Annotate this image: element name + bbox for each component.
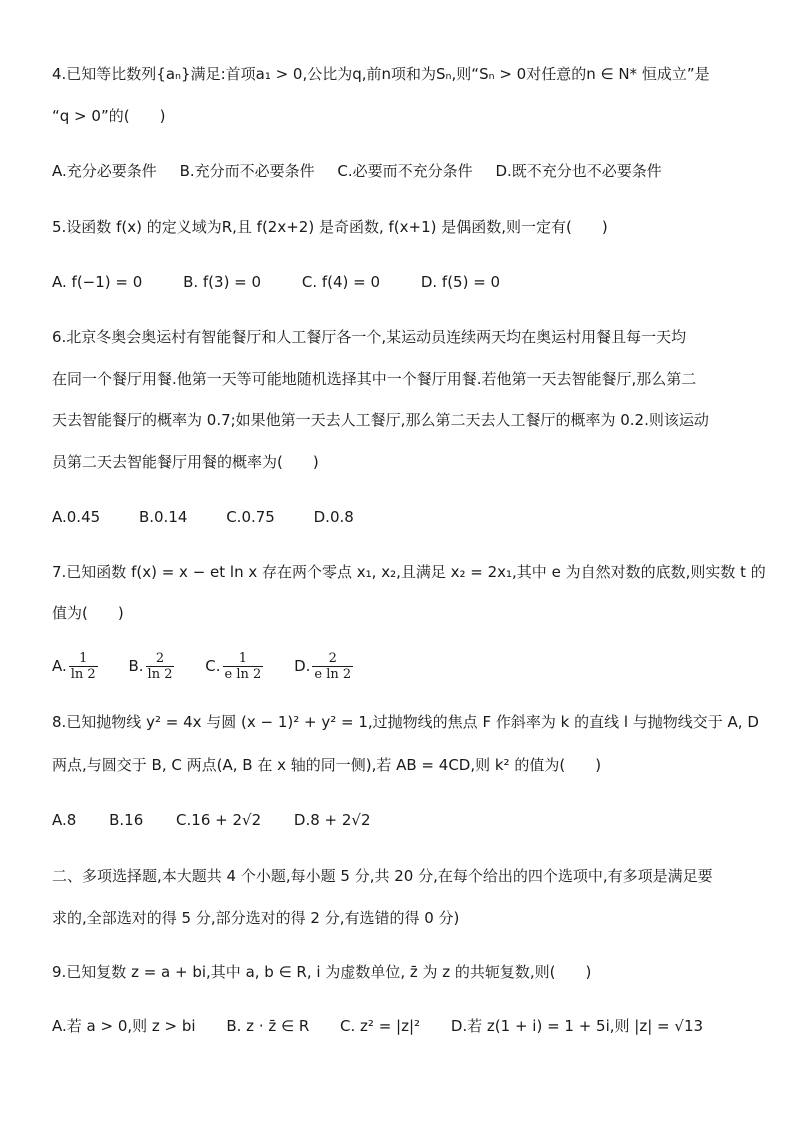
q7-line2: 值为( ): [52, 604, 124, 622]
q4-option-c: C.必要而不充分条件: [337, 162, 473, 180]
q9-options: [52, 1016, 721, 1036]
q6-options: [52, 507, 372, 527]
section2-line2: 求的,全部选对的得 5 分,部分选对的得 2 分,有选错的得 0 分): [52, 909, 460, 927]
q7-option-d: [294, 650, 355, 682]
q4-options: [52, 161, 680, 181]
q7-option-b-label: B.: [128, 657, 144, 675]
q6-option-a: A.0.45: [52, 508, 101, 526]
q7-option-a-den: ln 2: [70, 667, 96, 682]
q7-line1: 7.已知函数 f(x) = x − et ln x 存在两个零点 x₁, x₂,且满足 x₂ = 2x₁,其中 e 为自然对数的底数,则实数 t 的: [52, 563, 766, 581]
q7-option-b-den: ln 2: [147, 667, 173, 682]
q8-options: [52, 810, 389, 830]
q7-option-a: [52, 650, 100, 682]
q7-option-b-num: 2: [155, 651, 165, 666]
q5-options: [52, 272, 518, 292]
q5-option-c: C. f(4) = 0: [301, 273, 381, 291]
q5-option-b: B. f(3) = 0: [183, 273, 262, 291]
q7-option-a-num: 1: [79, 651, 88, 666]
q9-line1: 9.已知复数 z = a + bi,其中 a, b ∈ R, i 为虚数单位, z̄ 为 z 的共轭复数,则( ): [52, 963, 592, 981]
q8-option-b: B.16: [109, 811, 144, 829]
q7-option-b-fraction: [146, 651, 175, 682]
q7-option-d-num: 2: [328, 651, 337, 666]
q9-option-d: D.若 z(1 + i) = 1 + 5i,则 |z| = √13: [450, 1017, 704, 1035]
q5-option-d: D. f(5) = 0: [420, 273, 501, 291]
q5-option-a: A. f(−1) = 0: [52, 273, 143, 291]
q6-line1: 6.北京冬奥会奥运村有智能餐厅和人工餐厅各一个,某运动员连续两天均在奥运村用餐且每一天均: [52, 328, 687, 346]
q9-option-b: B. z · z̄ ∈ R: [226, 1017, 310, 1035]
q6-option-d: D.0.8: [313, 508, 354, 526]
q7-option-c-fraction: [223, 651, 264, 682]
q7-option-d-fraction: [312, 651, 353, 682]
q5-line1: 5.设函数 f(x) 的定义域为R,且 f(2x+2) 是奇函数, f(x+1) 是偶函数,则一定有( ): [52, 218, 608, 236]
q7-option-b: [128, 650, 176, 682]
q7-option-d-label: D.: [294, 657, 311, 675]
q7-option-c-den: e ln 2: [224, 667, 262, 682]
q6-line4: 员第二天去智能餐厅用餐的概率为( ): [52, 453, 319, 471]
q8-option-d: D.8 + 2√2: [293, 811, 371, 829]
q4-option-d: D.既不充分也不必要条件: [495, 162, 662, 180]
q7-option-c: [205, 650, 265, 682]
q7-option-a-fraction: [69, 651, 98, 682]
q4-line2: “q > 0”的( ): [52, 107, 166, 125]
q6-line2: 在同一个餐厅用餐.他第一天等可能地随机选择其中一个餐厅用餐.若他第一天去智能餐厅,那么第二: [52, 370, 697, 388]
q7-option-c-label: C.: [205, 657, 221, 675]
q8-option-c: C.16 + 2√2: [176, 811, 262, 829]
q6-option-c: C.0.75: [226, 508, 275, 526]
q8-line2: 两点,与圆交于 B, C 两点(A, B 在 x 轴的同一侧),若 AB = 4CD,则 k² 的值为( ): [52, 756, 602, 774]
q6-option-b: B.0.14: [138, 508, 188, 526]
q8-line1: 8.已知抛物线 y² = 4x 与圆 (x − 1)² + y² = 1,过抛物线的焦点 F 作斜率为 k 的直线 l 与抛物线交于 A, D: [52, 713, 759, 731]
q7-option-d-den: e ln 2: [314, 667, 352, 682]
q8-option-a: A.8: [52, 811, 77, 829]
q6-line3: 天去智能餐厅的概率为 0.7;如果他第一天去人工餐厅,那么第二天去人工餐厅的概率为 0.2.则该运动: [52, 411, 709, 429]
q7-options: [52, 650, 373, 682]
q9-option-c: C. z² = |z|²: [340, 1017, 421, 1035]
q7-option-a-label: A.: [52, 657, 67, 675]
q4-line1: 4.已知等比数列{aₙ}满足:首项a₁ > 0,公比为q,前n项和为Sₙ,则“Sₙ > 0对任意的n ∈ N* 恒成立”是: [52, 65, 710, 83]
q4-option-a: A.充分必要条件: [52, 162, 157, 180]
q9-option-a: A.若 a > 0,则 z > bi: [52, 1017, 196, 1035]
section2-line1: 二、多项选择题,本大题共 4 个小题,每小题 5 分,共 20 分,在每个给出的四个选项中,有多项是满足要: [52, 867, 713, 885]
q4-option-b: B.充分而不必要条件: [179, 162, 315, 180]
q7-option-c-num: 1: [238, 651, 248, 666]
